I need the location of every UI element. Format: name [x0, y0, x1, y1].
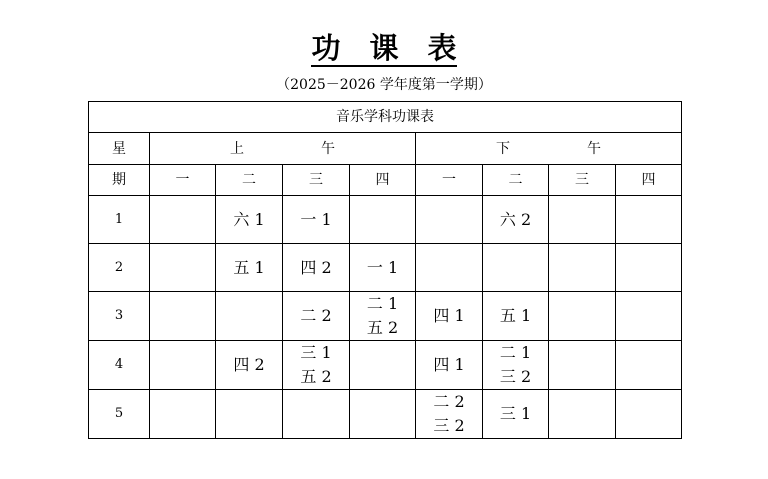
table-row	[89, 292, 682, 341]
period-header: 四	[350, 165, 416, 196]
schedule-cell	[549, 292, 616, 341]
schedule-cell	[483, 292, 549, 341]
class-entry: 五 1	[499, 306, 532, 325]
schedule-cell	[283, 292, 350, 341]
class-entry: 三 2	[499, 367, 532, 386]
day-label-bottom: 期	[89, 165, 150, 196]
class-entry: 四 1	[433, 306, 465, 325]
class-entry: 四 2	[300, 257, 332, 277]
class-entry: 四 2	[233, 355, 265, 374]
day-number: 1	[89, 196, 150, 244]
schedule-cell	[350, 244, 416, 292]
schedule-cell	[549, 341, 616, 390]
class-entry: 三 1	[499, 404, 532, 423]
schedule-cell	[416, 196, 483, 244]
schedule-cell	[150, 390, 216, 439]
class-entry: 二 1	[366, 294, 399, 313]
schedule-cell	[616, 341, 682, 390]
schedule-cell	[416, 390, 483, 439]
day-number: 4	[89, 341, 150, 390]
schedule-cell	[216, 341, 283, 390]
schedule-cell	[216, 244, 283, 292]
half-day-row	[89, 133, 682, 165]
timetable	[88, 101, 682, 439]
afternoon-label-1: 下	[496, 140, 511, 157]
schedule-cell	[616, 196, 682, 244]
period-header: 三	[283, 165, 350, 196]
class-entry: 三 2	[433, 416, 465, 435]
schedule-cell	[350, 292, 416, 341]
schedule-cell	[150, 292, 216, 341]
schedule-cell	[283, 244, 350, 292]
period-header: 一	[416, 165, 483, 196]
table-row	[89, 244, 682, 292]
page-subtitle: （2025－2026 学年度第一学期）	[276, 77, 492, 93]
schedule-cell	[616, 244, 682, 292]
period-header: 一	[150, 165, 216, 196]
schedule-cell	[216, 390, 283, 439]
schedule-cell	[216, 292, 283, 341]
table-row	[89, 390, 682, 439]
class-entry: 一 1	[300, 209, 332, 229]
schedule-cell	[283, 196, 350, 244]
schedule-cell	[483, 390, 549, 439]
table-caption: 音乐学科功课表	[89, 102, 682, 133]
period-header: 四	[616, 165, 682, 196]
day-number: 5	[89, 390, 150, 439]
class-entry: 六 1	[233, 209, 265, 229]
day-number: 3	[89, 292, 150, 341]
class-entry: 六 2	[499, 209, 532, 229]
schedule-cell	[483, 341, 549, 390]
day-number: 2	[89, 244, 150, 292]
schedule-cell	[283, 390, 350, 439]
morning-label-2: 午	[320, 140, 335, 157]
table-row	[89, 196, 682, 244]
class-entry: 一 1	[366, 257, 399, 277]
schedule-cell	[416, 292, 483, 341]
schedule-cell	[616, 390, 682, 439]
schedule-cell	[549, 390, 616, 439]
period-header: 二	[216, 165, 283, 196]
schedule-cell	[549, 244, 616, 292]
period-header: 二	[483, 165, 549, 196]
schedule-cell	[616, 292, 682, 341]
period-header: 三	[549, 165, 616, 196]
schedule-cell	[350, 390, 416, 439]
schedule-cell	[150, 196, 216, 244]
class-entry: 二 2	[300, 306, 332, 325]
page-title-text: 功 课 表	[311, 31, 457, 65]
schedule-cell	[283, 341, 350, 390]
class-entry: 五 2	[366, 318, 399, 337]
class-entry: 四 1	[433, 355, 465, 374]
schedule-cell	[483, 244, 549, 292]
class-entry: 二 1	[499, 343, 532, 362]
schedule-cell	[549, 196, 616, 244]
table-row	[89, 341, 682, 390]
schedule-cell	[416, 341, 483, 390]
page-title	[0, 28, 768, 68]
schedule-cell	[150, 341, 216, 390]
day-label-top: 星	[89, 133, 150, 165]
class-entry: 二 2	[433, 392, 465, 411]
period-row	[89, 165, 682, 196]
schedule-cell	[416, 244, 483, 292]
schedule-cell	[150, 244, 216, 292]
schedule-cell	[216, 196, 283, 244]
schedule-cell	[350, 341, 416, 390]
schedule-cell	[350, 196, 416, 244]
afternoon-label-2: 午	[586, 140, 601, 157]
class-entry: 五 2	[300, 367, 332, 386]
class-entry: 五 1	[233, 257, 265, 277]
afternoon-header	[416, 133, 682, 165]
morning-header	[150, 133, 416, 165]
caption-row	[89, 102, 682, 133]
schedule-cell	[483, 196, 549, 244]
class-entry: 三 1	[300, 343, 332, 362]
morning-label-1: 上	[230, 140, 245, 157]
